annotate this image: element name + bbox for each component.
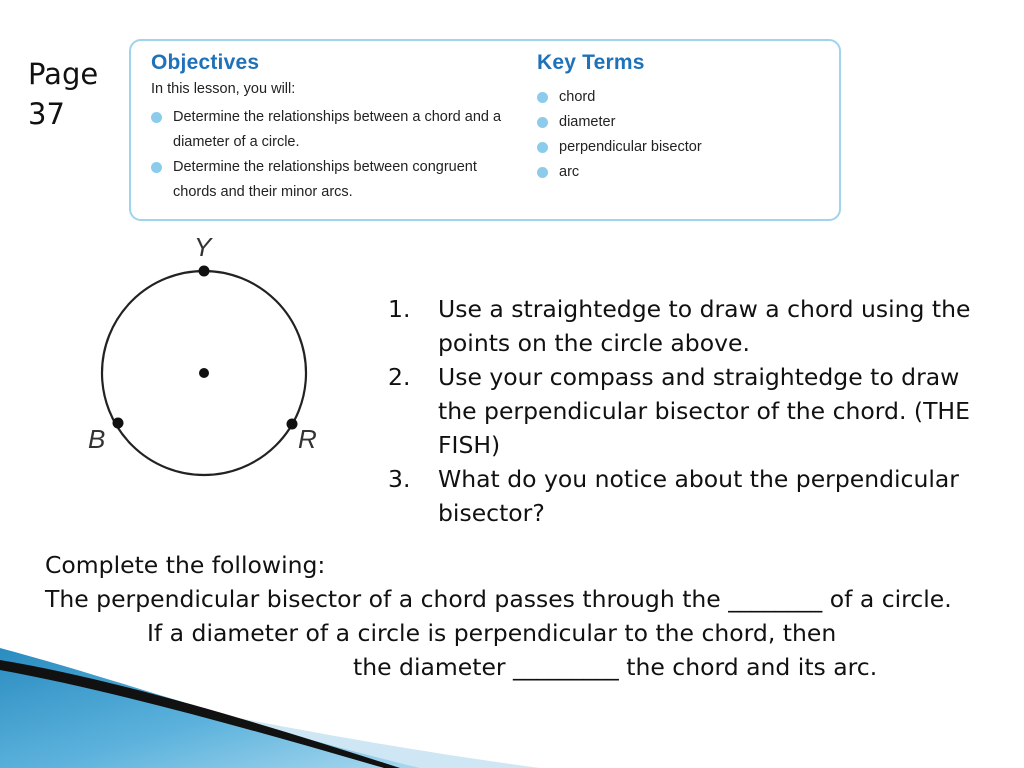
objective-item xyxy=(151,155,521,205)
key-term-item xyxy=(537,85,827,110)
step-text: Use a straightedge to draw a chord using the points on the circle above. xyxy=(438,295,971,357)
key-terms-column xyxy=(537,51,827,185)
objectives-column xyxy=(151,51,521,205)
objectives-heading: Objectives xyxy=(151,51,260,74)
bullet-icon xyxy=(151,162,162,173)
bullet-icon xyxy=(537,142,548,153)
bullet-icon xyxy=(151,112,162,123)
objective-text: Determine the relationships between congruent chords and their minor arcs. xyxy=(173,159,477,200)
step-item xyxy=(384,292,994,360)
key-term-text: diameter xyxy=(559,114,616,130)
key-term-text: chord xyxy=(559,89,596,105)
center-point xyxy=(199,368,209,378)
key-term-item xyxy=(537,110,827,135)
step-number: 3. xyxy=(388,465,411,493)
page-label xyxy=(28,54,98,134)
objectives-box xyxy=(129,39,841,221)
step-item xyxy=(384,462,994,530)
circle-figure xyxy=(80,232,340,482)
bullet-icon xyxy=(537,92,548,103)
steps-list xyxy=(384,292,994,530)
fill-in-statement-1: The perpendicular bisector of a chord passes through the ________ of a circle. xyxy=(45,585,952,613)
point-b-label: B xyxy=(88,424,106,454)
step-text: What do you notice about the perpendicular bisector? xyxy=(438,465,959,527)
complete-section xyxy=(45,548,1005,684)
step-number: 2. xyxy=(388,363,411,391)
objective-item xyxy=(151,105,521,155)
bullet-icon xyxy=(537,117,548,128)
complete-heading: Complete the following: xyxy=(45,551,326,579)
objectives-list xyxy=(151,105,521,205)
point-y-label: Y xyxy=(194,232,212,262)
key-term-text: arc xyxy=(559,164,580,180)
key-terms-list xyxy=(537,85,827,185)
key-term-text: perpendicular bisector xyxy=(559,139,702,155)
objective-text: Determine the relationships between a chord and a diameter of a circle. xyxy=(173,109,502,150)
fill-in-statement-2a: If a diameter of a circle is perpendicular to the chord, then xyxy=(147,619,837,647)
page-label-word: Page xyxy=(28,57,99,91)
page-number: 37 xyxy=(28,97,65,131)
key-terms-heading: Key Terms xyxy=(537,51,645,74)
point-r-label: R xyxy=(298,424,317,454)
bullet-icon xyxy=(537,167,548,178)
point-y xyxy=(199,266,210,277)
key-term-item xyxy=(537,160,827,185)
key-term-item xyxy=(537,135,827,160)
step-number: 1. xyxy=(388,295,411,323)
fill-in-statement-2b: the diameter _________ the chord and its arc. xyxy=(353,653,878,681)
objectives-intro: In this lesson, you will: xyxy=(151,81,296,97)
step-item xyxy=(384,360,994,462)
point-b xyxy=(113,418,124,429)
step-text: Use your compass and straightedge to draw the perpendicular bisector of the chord. (THE FISH) xyxy=(438,363,970,459)
point-r xyxy=(287,419,298,430)
